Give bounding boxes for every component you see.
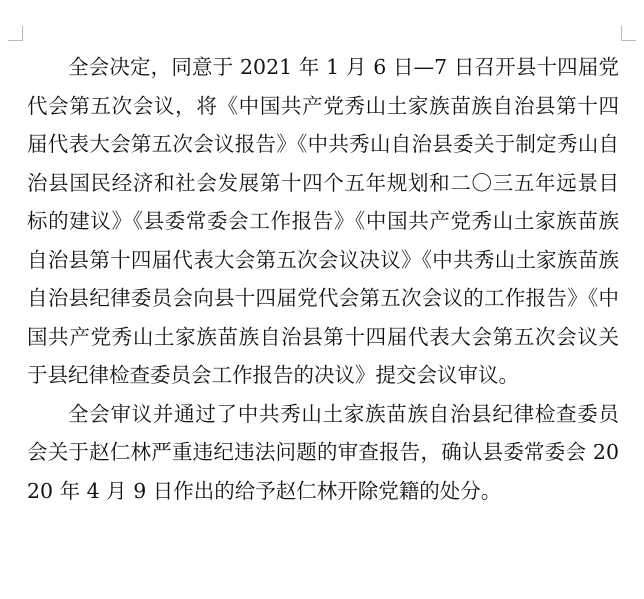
margin-corner-mark-right	[621, 26, 636, 41]
paragraph-meeting-decision: 全会决定，同意于 2021 年 1 月 6 日—7 日召开县十四届党代会第五次会议，将《中国共产党秀山土家族苗族自治县第十四届代表大会第五次会议报告》《中共秀山自治县委关于制定秀山自治县国民经济和社会发展第十四个五年规划和二〇三五年远景目标的建议》《县委常委会工作报告》《中国共产党秀山土家族苗族自治县第十四届代表大会第五次会议决议》《中共秀山土家族苗族自治县纪律委员会向县十四届党代会第五次会议的工作报告》《中国共产党秀山土家族苗族自治县第十四届代表大会第五次会议关于县纪律检查委员会工作报告的决议》提交会议审议。	[27, 55, 619, 387]
document-body[interactable]	[27, 48, 619, 510]
margin-corner-mark-left	[8, 26, 23, 41]
paragraph-review-report: 全会审议并通过了中共秀山土家族苗族自治县纪律检查委员会关于赵仁林严重违纪违法问题的审查报告，确认县委常委会 2020 年 4 月 9 日作出的给予赵仁林开除党籍的处分。	[27, 401, 619, 503]
